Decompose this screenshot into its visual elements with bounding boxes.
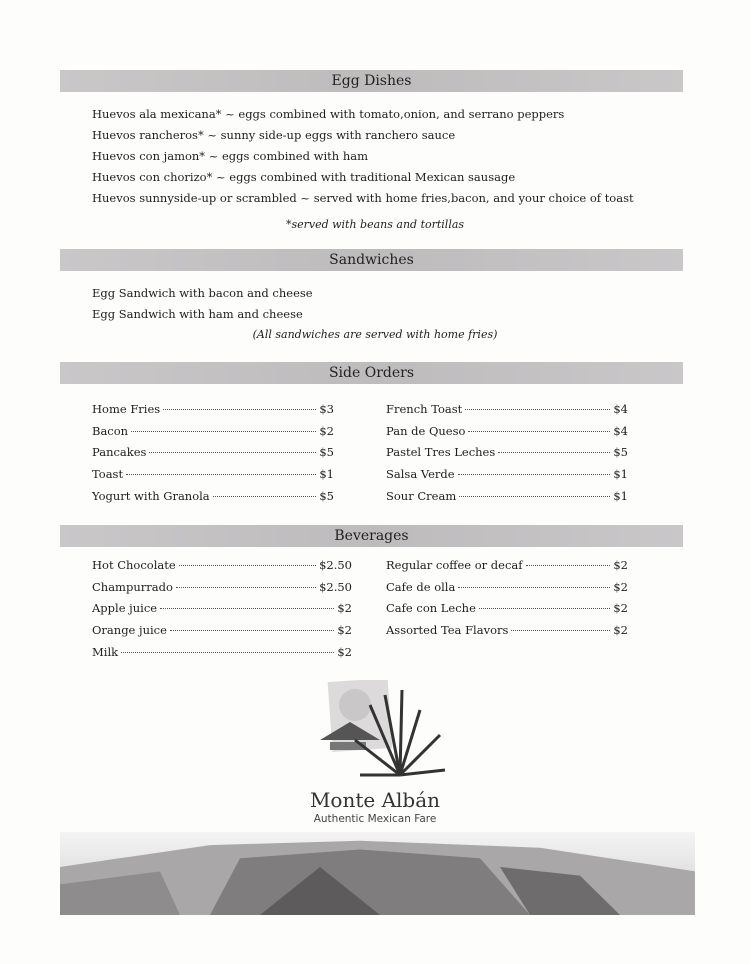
leader-dots (479, 608, 610, 609)
section-header-egg-dishes: Egg Dishes (60, 70, 683, 92)
menu-item-row (386, 489, 628, 511)
leader-dots (468, 431, 610, 432)
menu-item-row (386, 467, 628, 489)
item-price: $4 (613, 423, 628, 438)
item-name: Hot Chocolate (92, 558, 176, 572)
item-price: $2.50 (319, 579, 352, 594)
item-price: $1 (613, 467, 628, 482)
item-price: $2 (613, 558, 628, 572)
menu-item: Huevos ala mexicana* ~ eggs combined with tomato,onion, and serrano peppers (92, 107, 565, 121)
leader-dots (213, 496, 317, 497)
leader-dots (131, 431, 316, 432)
leader-dots (511, 630, 610, 631)
leader-dots (498, 452, 610, 453)
leader-dots (121, 652, 334, 653)
item-name: Toast (92, 467, 124, 482)
item-name: Cafe con Leche (386, 601, 476, 616)
leader-dots (465, 409, 610, 410)
menu-item-row (92, 623, 352, 645)
item-name: Champurrado (92, 579, 173, 594)
item-price: $1 (613, 488, 628, 503)
leader-dots (176, 587, 316, 588)
brand-name: Monte Albán (309, 788, 441, 812)
menu-item: Egg Sandwich with ham and cheese (92, 307, 303, 321)
leader-dots (526, 565, 611, 566)
leader-dots (459, 496, 610, 497)
menu-item-row (386, 445, 628, 467)
menu-item-row (92, 558, 352, 580)
menu-item-row (386, 580, 628, 602)
menu-item: Huevos rancheros* ~ sunny side-up eggs with ranchero sauce (92, 128, 456, 142)
menu-item-row (92, 467, 334, 489)
menu-item: Huevos con chorizo* ~ eggs combined with traditional Mexican sausage (92, 170, 516, 184)
leader-dots (458, 587, 610, 588)
side-orders-left-column (92, 402, 334, 510)
item-name: Pancakes (92, 445, 147, 460)
menu-item-row (386, 402, 628, 424)
item-price: $2 (613, 623, 628, 638)
item-name: Pastel Tres Leches (386, 445, 496, 460)
item-price: $2 (613, 579, 628, 594)
brand-tagline: Authentic Mexican Fare (313, 813, 437, 825)
leader-dots (126, 474, 316, 475)
section-header-sandwiches: Sandwiches (60, 249, 683, 271)
item-name: Regular coffee or decaf (386, 558, 523, 572)
leader-dots (458, 474, 611, 475)
menu-item-row (92, 402, 334, 424)
pyramid-ruins-image (60, 832, 695, 915)
item-price: $2 (337, 644, 352, 659)
leader-dots (170, 630, 334, 631)
item-name: Milk (92, 644, 119, 659)
side-orders-right-column (386, 402, 628, 510)
beverages-left-column (92, 558, 352, 666)
leader-dots (160, 608, 334, 609)
menu-item-row (92, 489, 334, 511)
item-price: $1 (319, 467, 334, 482)
agave-pyramid-logo-icon (300, 680, 450, 800)
item-price: $3 (319, 402, 334, 416)
menu-item-row (386, 623, 628, 645)
item-price: $4 (613, 402, 628, 416)
menu-item-row (386, 424, 628, 446)
menu-item-row (92, 424, 334, 446)
menu-item-row (386, 601, 628, 623)
menu-item: Egg Sandwich with bacon and cheese (92, 286, 313, 300)
item-name: Assorted Tea Flavors (386, 623, 509, 638)
item-name: Home Fries (92, 402, 161, 416)
menu-item-row (92, 601, 352, 623)
item-price: $2 (337, 623, 352, 638)
leader-dots (163, 409, 316, 410)
item-price: $5 (613, 445, 628, 460)
menu-item-row (386, 558, 628, 580)
beverages-right-column (386, 558, 628, 645)
menu-item-row (92, 645, 352, 667)
item-name: Sour Cream (386, 488, 457, 503)
item-name: Bacon (92, 423, 129, 438)
leader-dots (149, 452, 316, 453)
item-name: Salsa Verde (386, 467, 455, 482)
item-price: $2 (337, 601, 352, 616)
item-price: $2 (613, 601, 628, 616)
menu-item: Huevos sunnyside-up or scrambled ~ served with home fries,bacon, and your choice of toast (92, 191, 634, 205)
item-name: Orange juice (92, 623, 167, 638)
item-price: $5 (319, 445, 334, 460)
item-price: $5 (319, 488, 334, 503)
menu-item: Huevos con jamon* ~ eggs combined with ham (92, 149, 368, 163)
section-header-beverages: Beverages (60, 525, 683, 547)
sandwiches-note: (All sandwiches are served with home fries) (252, 328, 498, 341)
item-name: French Toast (386, 402, 463, 416)
item-price: $2 (319, 423, 334, 438)
item-name: Cafe de olla (386, 579, 456, 594)
item-price: $2.50 (319, 558, 352, 572)
egg-dishes-note: *served with beans and tortillas (285, 218, 465, 231)
section-header-side-orders: Side Orders (60, 362, 683, 384)
menu-item-row (92, 580, 352, 602)
item-name: Yogurt with Granola (92, 488, 210, 503)
item-name: Apple juice (92, 601, 158, 616)
leader-dots (179, 565, 316, 566)
item-name: Pan de Queso (386, 423, 466, 438)
menu-item-row (92, 445, 334, 467)
